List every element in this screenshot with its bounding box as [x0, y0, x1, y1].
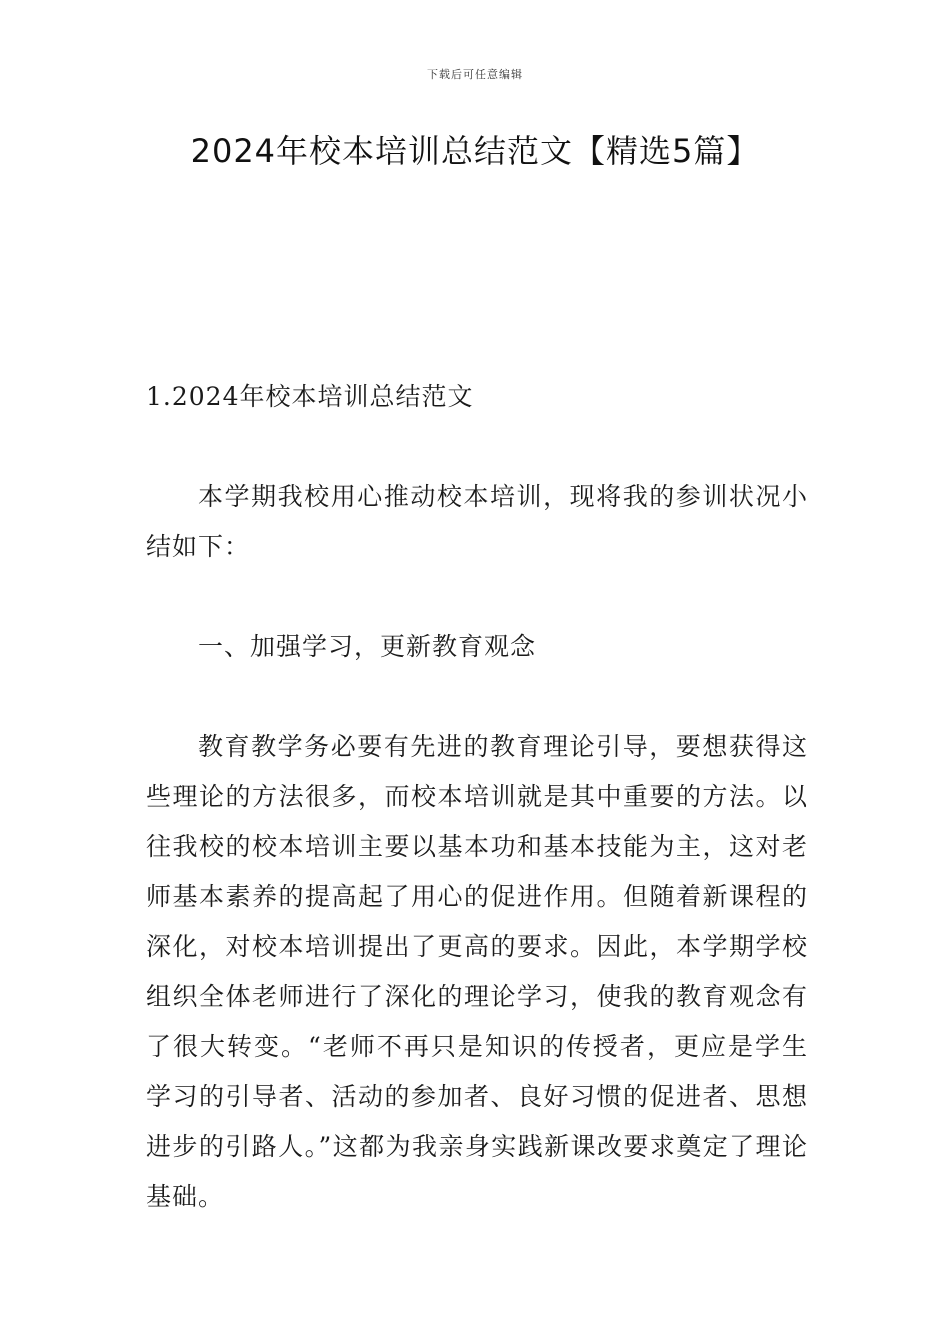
- paragraph-education-theory: 教育教学务必要有先进的教育理论引导，要想获得这些理论的方法很多，而校本培训就是其中重要的方法。以往我校的校本培训主要以基本功和基本技能为主，这对老师基本素养的提高起了用心的促进作用。但随着新课程的深化，对校本培训提出了更高的要求。因此，本学期学校组织全体老师进行了深化的理论学习，使我的教育观念有了很大转变。“老师不再只是知识的传授者，更应是学生学习的引导者、活动的参加者、良好习惯的促进者、思想进步的引路人。”这都为我亲身实践新课改要求奠定了理论基础。: [146, 732, 808, 1211]
- header-note: 下载后可任意编辑: [427, 68, 523, 81]
- heading-strengthen-learning: 一、加强学习，更新教育观念: [198, 632, 537, 661]
- paragraph-intro: 本学期我校用心推动校本培训，现将我的参训状况小结如下：: [146, 482, 808, 561]
- document-title: 2024年校本培训总结范文【精选5篇】: [190, 132, 760, 170]
- section-title: 1.2024年校本培训总结范文: [146, 382, 474, 411]
